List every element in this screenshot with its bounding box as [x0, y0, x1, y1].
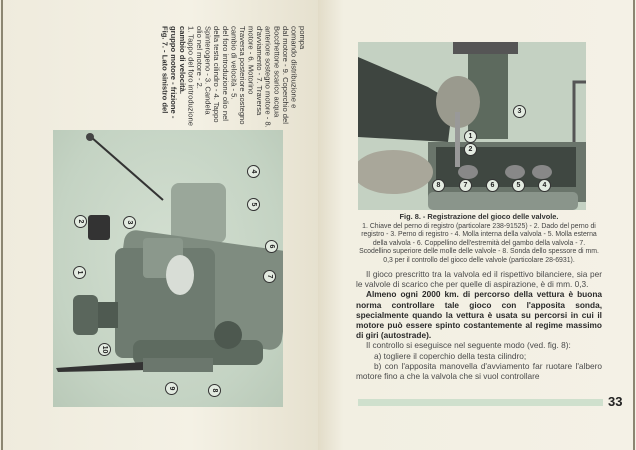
- fig7-title: Fig. 7. - Lato sinistro del gruppo motore - frizione - cambio di velocità.: [160, 26, 187, 119]
- callout-8: 8: [432, 179, 445, 192]
- valve-adjustment-photo: [358, 42, 586, 210]
- callout-8: 8: [208, 384, 221, 397]
- callout-4: 4: [247, 165, 260, 178]
- body-text: [356, 269, 602, 381]
- callout-4: 4: [538, 179, 551, 192]
- valve-illustration: [358, 42, 586, 210]
- callout-2: 2: [464, 143, 477, 156]
- callout-3: 3: [123, 216, 136, 229]
- fig8-title: Fig. 8. - Registrazione del gioco delle valvole.: [399, 212, 559, 221]
- callout-3: 3: [513, 105, 526, 118]
- callout-1: 1: [73, 266, 86, 279]
- callout-9: 9: [165, 382, 178, 395]
- fig7-caption: [160, 26, 306, 128]
- paragraph: Il gioco prescritto tra la valvola ed il rispettivo bilanciere, sia per le valvole di scarico che per quelle di aspirazione, è di mm. 0,3.: [356, 269, 602, 290]
- callout-7: 7: [459, 179, 472, 192]
- callout-6: 6: [486, 179, 499, 192]
- page-number: 33: [608, 394, 623, 409]
- paragraph-bold: Almeno ogni 2000 km. di percorso della vettura è buona norma controllare tale gioco con l'apposita sonda, specialmente quando la vettura è usata su percorsi in cui il motore può essere spinto costantemente al regime massimo di giri (autostrade).: [356, 289, 602, 341]
- callout-1: 1: [464, 130, 477, 143]
- callout-10: 10: [98, 343, 111, 356]
- page-footer-bar: [358, 399, 603, 406]
- fig8-caption: 1. Chiave del perno di registro (particolare 238-91525) - 2. Dado del perno di registro - 3. Perno di registro - 4. Molla interna della valvola - 5. Molla esterna della valvola - 6. Coppellino dell'estremità del gambo della valvola - 7. Scodellino superiore delle molle delle valvole - 8. Sonda dello spessore di mm. 0,3 per il controllo del gioco delle valvole (particolare 28-6931).: [359, 223, 599, 264]
- callout-5: 5: [512, 179, 525, 192]
- callout-2: 2: [74, 215, 87, 228]
- page-edge: [633, 0, 635, 450]
- callout-5: 5: [247, 198, 260, 211]
- page-edge: [1, 0, 3, 450]
- list-item: b) con l'apposita manovella d'avviamento far ruotare l'albero motore fino a che la valvola che si vuol controllare: [356, 360, 602, 382]
- right-text-column: [356, 212, 602, 381]
- fig7-legend: 1. Tappo del foro introduzione olio nel motore - 2. Spinterogeno - 3. Candela della testa cilindro - 4. Tappo del foro introduzione olio nel cambio di velocità - 5. Traversa posteriore sostegno motore - 6. Motorino d'avviamento - 7. Traversa anteriore sostegno motore - 8. Bocchettone scarico acqua dal motore - 9. Coperchio del comando distribuzione e pompa: [186, 26, 308, 128]
- paragraph: Il controllo si eseguisce nel seguente modo (ved. fig. 8):: [366, 340, 571, 351]
- engine-photo-left-side: [53, 130, 283, 407]
- callout-6: 6: [265, 240, 278, 253]
- callout-7: 7: [263, 270, 276, 283]
- list-item: a) togliere il coperchio della testa cilindro;: [374, 350, 527, 361]
